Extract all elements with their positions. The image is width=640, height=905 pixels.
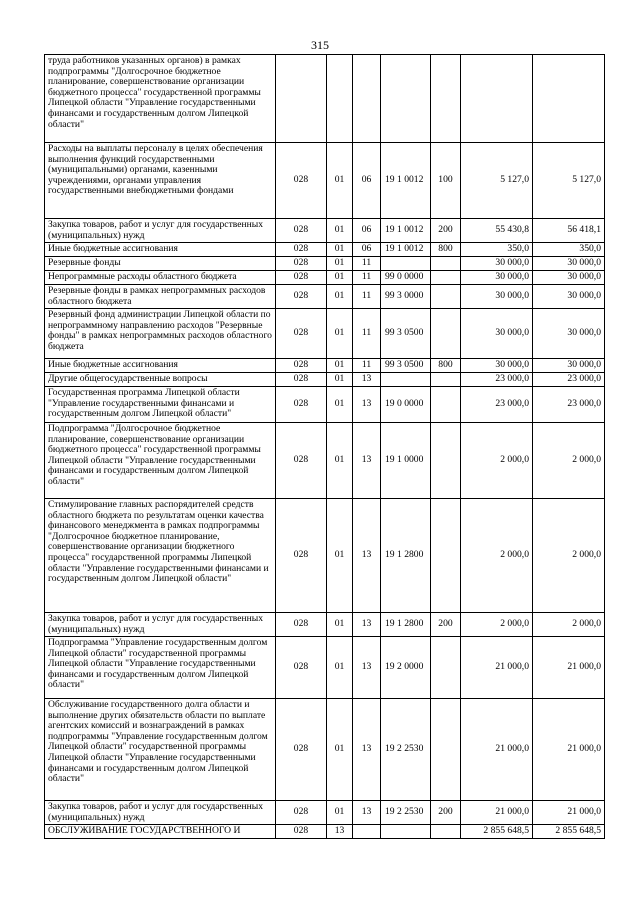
row-amount-year-1: 55 430,8 — [461, 219, 533, 243]
table-row — [45, 359, 605, 373]
row-gl-code: 028 — [276, 801, 327, 825]
row-target-article: 19 2 0000 — [381, 637, 431, 699]
row-amount-year-1: 21 000,0 — [461, 801, 533, 825]
row-gl-code: 028 — [276, 219, 327, 243]
table-row — [45, 55, 605, 143]
row-amount-year-1: 350,0 — [461, 243, 533, 257]
row-section-code: 01 — [327, 801, 353, 825]
row-gl-code: 028 — [276, 637, 327, 699]
row-target-article: 19 1 0012 — [381, 219, 431, 243]
row-expense-type — [431, 257, 461, 271]
row-gl-code: 028 — [276, 699, 327, 801]
row-name: Резервный фонд администрации Липецкой области по непрограммному направлению расходов "Резервные фонды" в рамках непрограммных расходов областного бюджета — [45, 309, 276, 359]
row-name: труда работников указанных органов) в рамках подпрограммы "Долгосрочное бюджетное планирование, совершенствование организации бюджетного процесса" государственной программы Липецкой области "Управление государственными финансами и государственным долгом Липецкой области" — [45, 55, 276, 143]
row-name: Обслуживание государственного долга области и выполнение других обязательств области по выплате агентских комиссий и вознаграждений в рамках подпрограммы "Управление государственным долгом Липецкой области" государственной программы Липецкой области "Управление государственными финансами и государственным долгом Липецкой области" — [45, 699, 276, 801]
row-amount-year-2: 23 000,0 — [533, 373, 605, 387]
row-section-code: 01 — [327, 423, 353, 499]
row-section-code: 01 — [327, 359, 353, 373]
row-amount-year-1: 21 000,0 — [461, 637, 533, 699]
table-row — [45, 387, 605, 423]
row-gl-code: 028 — [276, 257, 327, 271]
budget-table — [44, 54, 605, 839]
row-expense-type — [431, 699, 461, 801]
row-amount-year-1: 5 127,0 — [461, 143, 533, 219]
row-name: ОБСЛУЖИВАНИЕ ГОСУДАРСТВЕННОГО И — [45, 825, 276, 839]
row-amount-year-2: 2 855 648,5 — [533, 825, 605, 839]
table-row — [45, 257, 605, 271]
row-amount-year-1: 30 000,0 — [461, 309, 533, 359]
row-gl-code: 028 — [276, 143, 327, 219]
row-amount-year-2: 5 127,0 — [533, 143, 605, 219]
row-expense-type — [431, 825, 461, 839]
row-expense-type: 800 — [431, 359, 461, 373]
row-target-article: 19 1 0012 — [381, 143, 431, 219]
row-amount-year-1: 30 000,0 — [461, 359, 533, 373]
row-section-code: 01 — [327, 219, 353, 243]
row-subsection-code: 11 — [353, 309, 381, 359]
row-amount-year-1: 23 000,0 — [461, 373, 533, 387]
row-amount-year-2: 30 000,0 — [533, 285, 605, 309]
row-expense-type — [431, 637, 461, 699]
row-target-article: 19 1 0012 — [381, 243, 431, 257]
row-subsection-code: 13 — [353, 387, 381, 423]
row-name: Подпрограмма "Долгосрочное бюджетное планирование, совершенствование организации бюджетного процесса" государственной программы Липецкой области "Управление государственными финансами и государственным долгом Липецкой области" — [45, 423, 276, 499]
row-target-article: 99 0 0000 — [381, 271, 431, 285]
row-gl-code: 028 — [276, 243, 327, 257]
row-expense-type: 200 — [431, 219, 461, 243]
row-subsection-code: 11 — [353, 285, 381, 309]
budget-table-body — [45, 55, 605, 839]
row-name: Закупка товаров, работ и услуг для государственных (муниципальных) нужд — [45, 801, 276, 825]
row-gl-code: 028 — [276, 499, 327, 613]
row-section-code: 01 — [327, 613, 353, 637]
row-subsection-code: 13 — [353, 699, 381, 801]
row-gl-code: 028 — [276, 309, 327, 359]
row-name: Другие общегосударственные вопросы — [45, 373, 276, 387]
row-section-code — [327, 55, 353, 143]
row-amount-year-1 — [461, 55, 533, 143]
row-amount-year-2: 30 000,0 — [533, 257, 605, 271]
table-row — [45, 271, 605, 285]
row-gl-code: 028 — [276, 825, 327, 839]
row-amount-year-2: 21 000,0 — [533, 699, 605, 801]
row-section-code: 13 — [327, 825, 353, 839]
row-target-article: 19 1 2800 — [381, 499, 431, 613]
row-expense-type: 200 — [431, 613, 461, 637]
row-subsection-code: 13 — [353, 423, 381, 499]
page-number: 315 — [311, 38, 329, 52]
table-row — [45, 699, 605, 801]
row-section-code: 01 — [327, 243, 353, 257]
row-name: Резервные фонды — [45, 257, 276, 271]
row-subsection-code: 11 — [353, 257, 381, 271]
row-name: Непрограммные расходы областного бюджета — [45, 271, 276, 285]
row-section-code: 01 — [327, 499, 353, 613]
row-expense-type — [431, 387, 461, 423]
row-section-code: 01 — [327, 143, 353, 219]
row-subsection-code: 13 — [353, 499, 381, 613]
row-name: Закупка товаров, работ и услуг для государственных (муниципальных) нужд — [45, 219, 276, 243]
row-amount-year-1: 30 000,0 — [461, 271, 533, 285]
table-row — [45, 285, 605, 309]
row-target-article — [381, 825, 431, 839]
row-expense-type — [431, 499, 461, 613]
row-name: Иные бюджетные ассигнования — [45, 359, 276, 373]
row-amount-year-2: 30 000,0 — [533, 271, 605, 285]
row-name: Государственная программа Липецкой области "Управление государственными финансами и государственным долгом Липецкой области" — [45, 387, 276, 423]
row-subsection-code: 06 — [353, 243, 381, 257]
row-section-code: 01 — [327, 285, 353, 309]
row-name: Подпрограмма "Управление государственным долгом Липецкой области" государственной программы Липецкой области "Управление государственными финансами и государственным долгом Липецкой области" — [45, 637, 276, 699]
row-subsection-code: 13 — [353, 637, 381, 699]
row-name: Иные бюджетные ассигнования — [45, 243, 276, 257]
row-target-article: 99 3 0500 — [381, 309, 431, 359]
row-expense-type — [431, 309, 461, 359]
row-subsection-code: 06 — [353, 219, 381, 243]
row-amount-year-2: 23 000,0 — [533, 387, 605, 423]
table-row — [45, 825, 605, 839]
row-amount-year-2: 21 000,0 — [533, 801, 605, 825]
row-expense-type — [431, 423, 461, 499]
row-gl-code: 028 — [276, 613, 327, 637]
row-gl-code — [276, 55, 327, 143]
row-gl-code: 028 — [276, 359, 327, 373]
row-section-code: 01 — [327, 309, 353, 359]
table-row — [45, 423, 605, 499]
row-subsection-code: 06 — [353, 143, 381, 219]
row-name: Резервные фонды в рамках непрограммных расходов областного бюджета — [45, 285, 276, 309]
row-amount-year-2: 2 000,0 — [533, 613, 605, 637]
row-amount-year-2: 56 418,1 — [533, 219, 605, 243]
row-amount-year-1: 2 855 648,5 — [461, 825, 533, 839]
row-amount-year-2: 21 000,0 — [533, 637, 605, 699]
row-amount-year-2: 30 000,0 — [533, 359, 605, 373]
row-gl-code: 028 — [276, 271, 327, 285]
row-amount-year-1: 21 000,0 — [461, 699, 533, 801]
row-expense-type: 800 — [431, 243, 461, 257]
row-name: Стимулирование главных распорядителей средств областного бюджета по результатам оценки качества финансового менеджмента в рамках подпрограммы "Долгосрочное бюджетное планирование, совершенствование организации бюджетного процесса" государственной программы Липецкой области "Управление государственными финансами и государственным долгом Липецкой области" — [45, 499, 276, 613]
row-subsection-code: 13 — [353, 373, 381, 387]
row-amount-year-2: 2 000,0 — [533, 423, 605, 499]
row-expense-type: 100 — [431, 143, 461, 219]
row-subsection-code: 11 — [353, 359, 381, 373]
row-target-article — [381, 257, 431, 271]
table-row — [45, 309, 605, 359]
row-expense-type — [431, 55, 461, 143]
row-subsection-code — [353, 825, 381, 839]
row-expense-type — [431, 285, 461, 309]
row-target-article — [381, 373, 431, 387]
row-expense-type: 200 — [431, 801, 461, 825]
row-amount-year-2 — [533, 55, 605, 143]
table-row — [45, 499, 605, 613]
row-subsection-code: 13 — [353, 613, 381, 637]
row-gl-code: 028 — [276, 285, 327, 309]
row-amount-year-2: 350,0 — [533, 243, 605, 257]
row-target-article: 19 0 0000 — [381, 387, 431, 423]
row-target-article — [381, 55, 431, 143]
row-amount-year-1: 2 000,0 — [461, 423, 533, 499]
row-section-code: 01 — [327, 373, 353, 387]
row-section-code: 01 — [327, 257, 353, 271]
row-expense-type — [431, 271, 461, 285]
row-section-code: 01 — [327, 387, 353, 423]
row-subsection-code — [353, 55, 381, 143]
row-expense-type — [431, 373, 461, 387]
row-name: Закупка товаров, работ и услуг для государственных (муниципальных) нужд — [45, 613, 276, 637]
row-target-article: 99 3 0500 — [381, 359, 431, 373]
row-amount-year-2: 2 000,0 — [533, 499, 605, 613]
row-target-article: 19 2 2530 — [381, 699, 431, 801]
row-subsection-code: 13 — [353, 801, 381, 825]
row-target-article: 99 3 0000 — [381, 285, 431, 309]
table-row — [45, 613, 605, 637]
row-amount-year-1: 30 000,0 — [461, 257, 533, 271]
table-row — [45, 219, 605, 243]
row-amount-year-2: 30 000,0 — [533, 309, 605, 359]
row-gl-code: 028 — [276, 373, 327, 387]
table-row — [45, 637, 605, 699]
row-amount-year-1: 2 000,0 — [461, 613, 533, 637]
row-amount-year-1: 23 000,0 — [461, 387, 533, 423]
row-amount-year-1: 30 000,0 — [461, 285, 533, 309]
row-gl-code: 028 — [276, 387, 327, 423]
table-row — [45, 243, 605, 257]
table-row — [45, 143, 605, 219]
row-target-article: 19 1 2800 — [381, 613, 431, 637]
row-section-code: 01 — [327, 271, 353, 285]
table-row — [45, 801, 605, 825]
row-target-article: 19 1 0000 — [381, 423, 431, 499]
row-section-code: 01 — [327, 699, 353, 801]
table-row — [45, 373, 605, 387]
row-target-article: 19 2 2530 — [381, 801, 431, 825]
row-subsection-code: 11 — [353, 271, 381, 285]
row-amount-year-1: 2 000,0 — [461, 499, 533, 613]
row-gl-code: 028 — [276, 423, 327, 499]
row-name: Расходы на выплаты персоналу в целях обеспечения выполнения функций государственными (муниципальными) органами, казенными учреждениями, органами управления государственными внебюджетными фондами — [45, 143, 276, 219]
row-section-code: 01 — [327, 637, 353, 699]
